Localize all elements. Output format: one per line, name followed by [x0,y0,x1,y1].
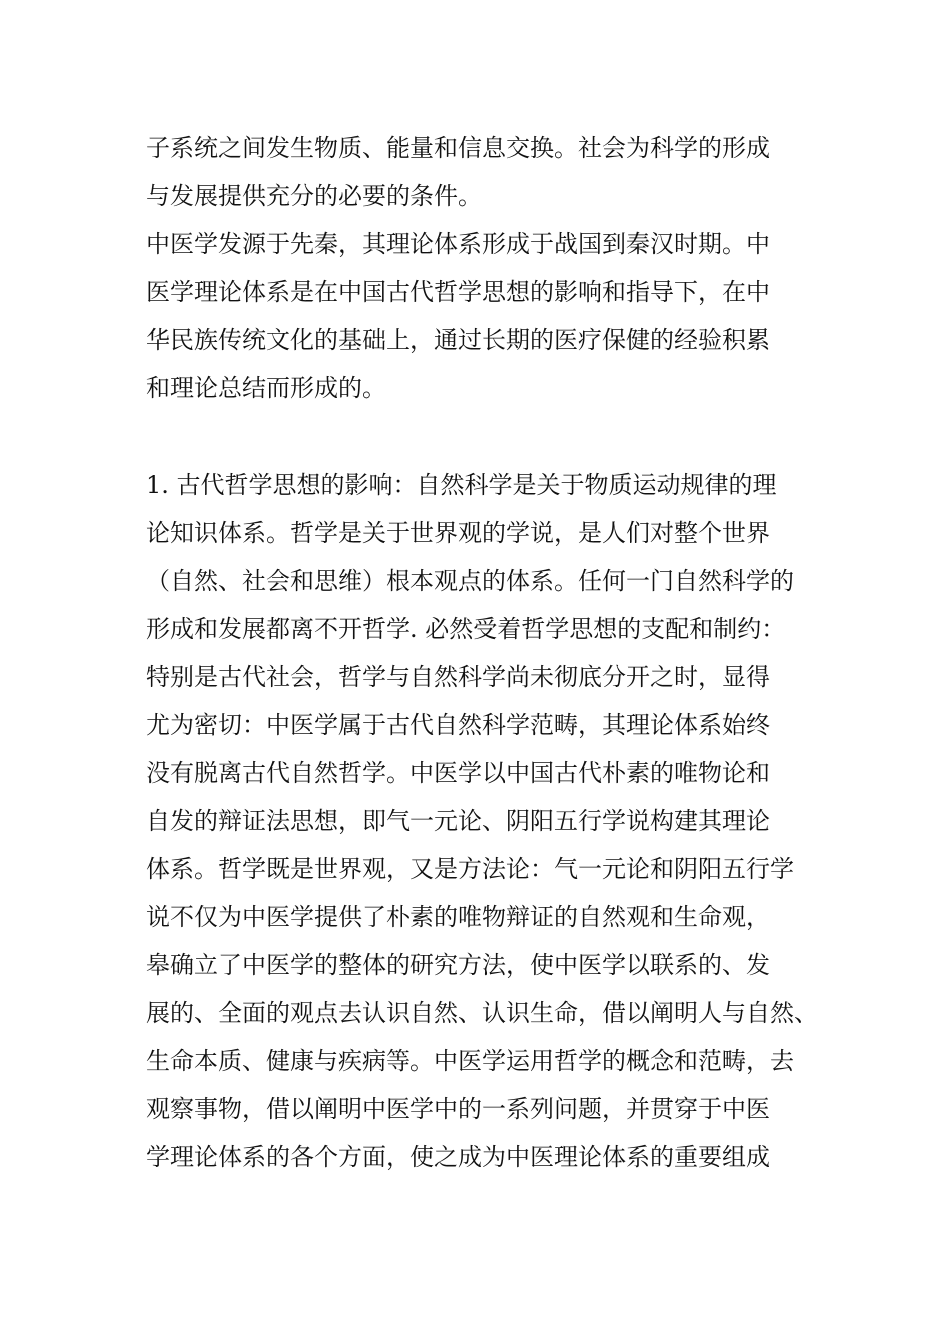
text-line: 中医学发源于先秦，其理论体系形成于战国到秦汉时期。中 [146,230,770,258]
text-line: 生命本质、健康与疾病等。中医学运用哲学的概念和范畴，去 [146,1047,794,1075]
text-line: 说不仅为中医学提供了朴素的唯物辩证的自然观和生命观， [146,903,770,931]
text-line: 尤为密切：中医学属于古代自然科学范畴，其理论体系始终 [146,711,770,739]
text-line: 学理论体系的各个方面，使之成为中医理论体系的重要组成 [146,1143,770,1171]
section-1-paragraph [146,461,826,1181]
text-line: 1. 古代哲学思想的影响：自然科学是关于物质运动规律的理 [146,471,777,499]
text-line: 医学理论体系是在中国古代哲学思想的影响和指导下，在中 [146,278,770,306]
text-line: 与发展提供充分的必要的条件。 [146,182,482,210]
text-line: 没有脱离古代自然哲学。中医学以中国古代朴素的唯物论和 [146,759,770,787]
text-line: 自发的辩证法思想，即气一元论、阴阳五行学说构建其理论 [146,807,770,835]
text-line: 观察事物，借以阐明中医学中的一系列问题，并贯穿于中医 [146,1095,770,1123]
text-line: （自然、社会和思维）根本观点的体系。任何一门自然科学的 [146,567,794,595]
text-line: 子系统之间发生物质、能量和信息交换。社会为科学的形成 [146,134,770,162]
text-line: 论知识体系。哲学是关于世界观的学说，是人们对整个世界 [146,519,770,547]
text-line: 体系。哲学既是世界观，又是方法论：气一元论和阴阳五行学 [146,855,794,883]
intro-paragraphs [146,124,826,412]
text-line: 华民族传统文化的基础上，通过长期的医疗保健的经验积累 [146,326,770,354]
text-line: 皋确立了中医学的整体的研究方法，使中医学以联系的、发 [146,951,770,979]
text-line: 和理论总结而形成的。 [146,374,386,402]
text-line: 形成和发展都离不开哲学. 必然受着哲学思想的支配和制约： [146,615,786,643]
text-line: 展的、全面的观点去认识自然、认识生命，借以阐明人与自然、 [146,999,818,1027]
text-line: 特别是古代社会，哲学与自然科学尚未彻底分开之时，显得 [146,663,770,691]
